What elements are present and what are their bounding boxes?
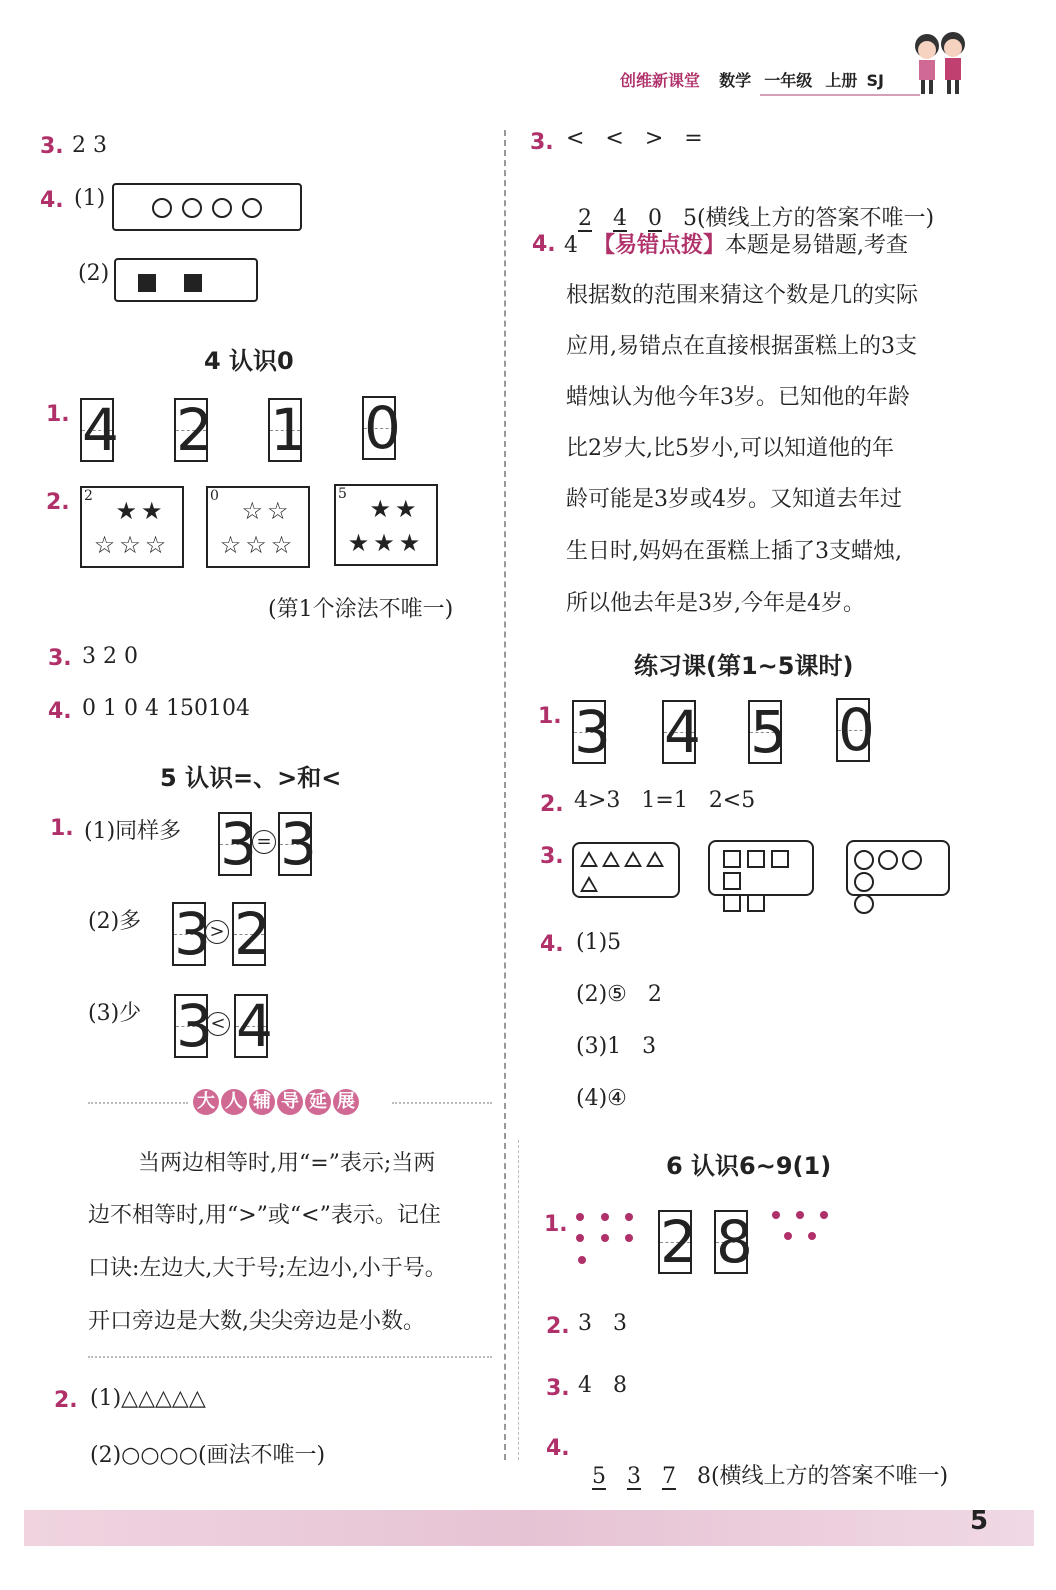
blank-answer: 2 [578,206,592,231]
r-q4-answer: 4 [564,233,578,258]
digit-grid [174,396,213,464]
explanation-line: 本题是易错题,考查 [725,233,909,258]
compare-sign: < [206,1012,230,1036]
r-q4-number: 4. [532,232,556,257]
sec4-q1-number: 1. [46,402,70,427]
digit-grid [172,900,211,968]
dot [820,1211,828,1219]
blank-answer: 5 [592,1464,606,1489]
digit: 3 [220,810,257,878]
series-name: 创维新课堂 [620,71,701,90]
r-q4-first-line [564,228,908,259]
circle-shape [878,850,898,870]
explanation-line: 龄可能是3岁或4岁。又知道去年过 [566,487,902,512]
digit: 2 [660,1208,697,1276]
practice-title: 练习课(第1~5课时) [634,652,854,680]
sec4-q4-number: 4. [48,699,72,724]
digit-grid [748,698,787,766]
column-divider-lower [518,1140,519,1460]
p-q4-line: (3)1 3 [576,1034,657,1059]
digit: 3 [176,992,213,1060]
p-q2-number: 2. [540,792,564,817]
p-q2-answer: 4>3 1=1 2<5 [574,788,756,813]
circle-shape [242,198,262,218]
digit-grid [572,698,611,766]
banner-rule-left [88,1102,188,1104]
explanation-line: 蜡烛认为他今年3岁。已知他的年龄 [566,385,910,410]
dot [576,1234,584,1242]
p-q1-number: 1. [538,704,562,729]
digit: 8 [716,1208,753,1276]
triangle-shape [602,851,620,867]
digit-grid [232,900,271,968]
q3-answer: 2 3 [72,133,107,158]
circle-shape [854,850,874,870]
s6-q4-rest: 8(横线上方的答案不唯一) [696,1464,949,1489]
digit: 2 [176,396,213,464]
blank-answer: 4 [612,206,627,231]
explanation-line: 根据数的范围来猜这个数是几的实际 [566,283,919,308]
r-q3-answer: < < > = [566,126,703,151]
tip-line: 当两边相等时,用“=”表示;当两 [138,1151,436,1176]
card-number: 2 [84,488,93,504]
dot [772,1211,780,1219]
banner-char: 导 [277,1089,303,1115]
circle-shape [854,872,874,892]
square-outline-shape [723,894,741,912]
squares-box [114,258,258,302]
tip-line: 开口旁边是大数,尖尖旁边是小数。 [88,1309,425,1334]
circle-shape [152,198,172,218]
triangles-box [572,842,680,898]
square-shape [138,274,156,292]
blank-answer: 0 [647,206,662,231]
subject: 数学 [719,71,752,90]
digit-grid [278,810,317,878]
digit-grid [662,698,701,766]
digit-grid [714,1208,753,1276]
page-number: 5 [970,1506,989,1536]
stars-row-2: ☆☆☆ [93,531,171,559]
sec5-q1-number: 1. [50,816,74,841]
dot [625,1234,633,1242]
digit: 4 [664,698,701,766]
digit: 1 [270,396,307,464]
circle-shape [182,198,202,218]
digit-grid [174,992,213,1060]
p-q4-line: (2)⑤ 2 [576,982,662,1007]
stars-row-1: ☆☆ [241,497,293,525]
explanation-line: 比2岁大,比5岁小,可以知道他的年 [566,436,894,461]
p-q3-number: 3. [540,844,564,869]
digit: 2 [234,900,271,968]
circles-box [112,183,302,231]
sec4-q3-answer: 3 2 0 [82,644,138,669]
banner-char: 大 [193,1089,219,1115]
footer-band [24,1510,1034,1546]
s6-q3-number: 3. [546,1376,570,1401]
digit: 4 [236,992,273,1060]
kids-illustration-icon [905,24,975,100]
r-q3-rest: 5(横线上方的答案不唯一) [682,206,935,231]
banner-char: 人 [221,1089,247,1115]
digit: 3 [174,900,211,968]
volume: 上册 [825,71,858,90]
dot [784,1232,792,1240]
tip-line: 口诀:左边大,大于号;左边小,小于号。 [88,1256,447,1281]
explanation-line: 所以他去年是3岁,今年是4岁。 [566,591,865,616]
sec4-q4-answer: 0 1 0 4 150104 [82,696,250,721]
sec5-q1b-label: (2)多 [88,909,142,934]
digit: 0 [364,394,401,462]
parent-guide-banner [192,1089,360,1115]
star-card [334,484,438,566]
sec4-q3-number: 3. [48,646,72,671]
digit-grid [362,394,401,462]
digit-grid [658,1208,697,1276]
s6-q2-answer: 3 3 [578,1311,627,1336]
header-underline [760,94,920,96]
digit: 5 [750,698,787,766]
q4-part2-label: (2) [78,261,110,286]
square-outline-shape [723,850,741,868]
r-q3-number: 3. [530,130,554,155]
dot [576,1213,584,1221]
digit-grid [234,992,273,1060]
triangle-shape [646,851,664,867]
sec5-q2b-answer: (2)○○○○(画法不唯一) [90,1443,326,1468]
sec5-q1a-label: (1)同样多 [84,819,182,844]
s6-q1-number: 1. [544,1212,568,1237]
banner-char: 辅 [249,1089,275,1115]
grade: 一年级 [764,71,813,90]
s6-q2-number: 2. [546,1314,570,1339]
banner-char: 展 [333,1089,359,1115]
p-q4-line: (4)④ [576,1086,627,1111]
compare-sign: > [205,920,229,944]
sec5-q2a-answer: (1)△△△△△ [90,1386,206,1411]
sec5-q1c-label: (3)少 [88,1001,142,1026]
dot [796,1211,804,1219]
dot [808,1232,816,1240]
edition: SJ [866,71,884,90]
digit: 4 [82,396,119,464]
digit: 3 [574,698,611,766]
section-4-title: 4 认识0 [204,347,294,375]
triangle-shape [624,851,642,867]
section-5-title: 5 认识=、>和< [160,764,342,792]
s6-q3-answer: 4 8 [578,1373,627,1398]
dot [601,1213,609,1221]
circle-shape [212,198,232,218]
dot [578,1256,586,1264]
square-shape [184,274,202,292]
digit: 3 [280,810,317,878]
s6-q4-number: 4. [546,1436,570,1461]
blank-answer: 7 [661,1464,676,1489]
triangle-shape [580,851,598,867]
dot [625,1213,633,1221]
banner-rule-right [392,1102,492,1104]
square-outline-shape [723,872,741,890]
digit-grid [836,696,875,764]
squares-outline-box [708,840,814,896]
column-divider [504,130,506,1460]
triangle-shape [580,876,598,892]
stars-row-2: ★★★ [347,529,425,557]
sec4-q2-note: (第1个涂法不唯一) [268,597,454,622]
digit: 0 [838,696,875,764]
p-q4-number: 4. [540,932,564,957]
hint-label: 【易错点拨】 [593,232,726,258]
circle-shape [854,894,874,914]
square-outline-shape [747,850,765,868]
digit-grid [268,396,307,464]
tips-bottom-rule [88,1356,492,1358]
star-card [80,486,184,568]
explanation-line: 生日时,妈妈在蛋糕上插了3支蜡烛, [566,539,902,564]
q4-number: 4. [40,188,64,213]
circle-shape [902,850,922,870]
sec4-q2-number: 2. [46,490,70,515]
dot [601,1234,609,1242]
digit-grid [218,810,257,878]
s6-q4-answer [578,1434,948,1490]
card-number: 5 [338,486,347,502]
p-q4-line: (1)5 [576,930,622,955]
card-number: 0 [210,488,219,504]
circles-outline-box [846,840,950,896]
sec5-q2-number: 2. [54,1388,78,1413]
stars-row-1: ★★ [369,495,421,523]
blank-answer: 3 [626,1464,641,1489]
digit-grid [80,396,119,464]
compare-sign: = [252,830,276,854]
star-card [206,486,310,568]
stars-row-2: ☆☆☆ [219,531,297,559]
r-q3-line2 [564,176,934,232]
square-outline-shape [747,894,765,912]
tip-line: 边不相等时,用“>”或“<”表示。记住 [88,1203,441,1228]
q4-part1-label: (1) [74,186,106,211]
square-outline-shape [771,850,789,868]
explanation-line: 应用,易错点在直接根据蛋糕上的3支 [566,334,917,359]
q3-number: 3. [40,134,64,159]
section-6-title: 6 认识6~9(1) [666,1152,832,1180]
stars-row-1: ★★ [115,497,167,525]
banner-char: 延 [305,1089,331,1115]
